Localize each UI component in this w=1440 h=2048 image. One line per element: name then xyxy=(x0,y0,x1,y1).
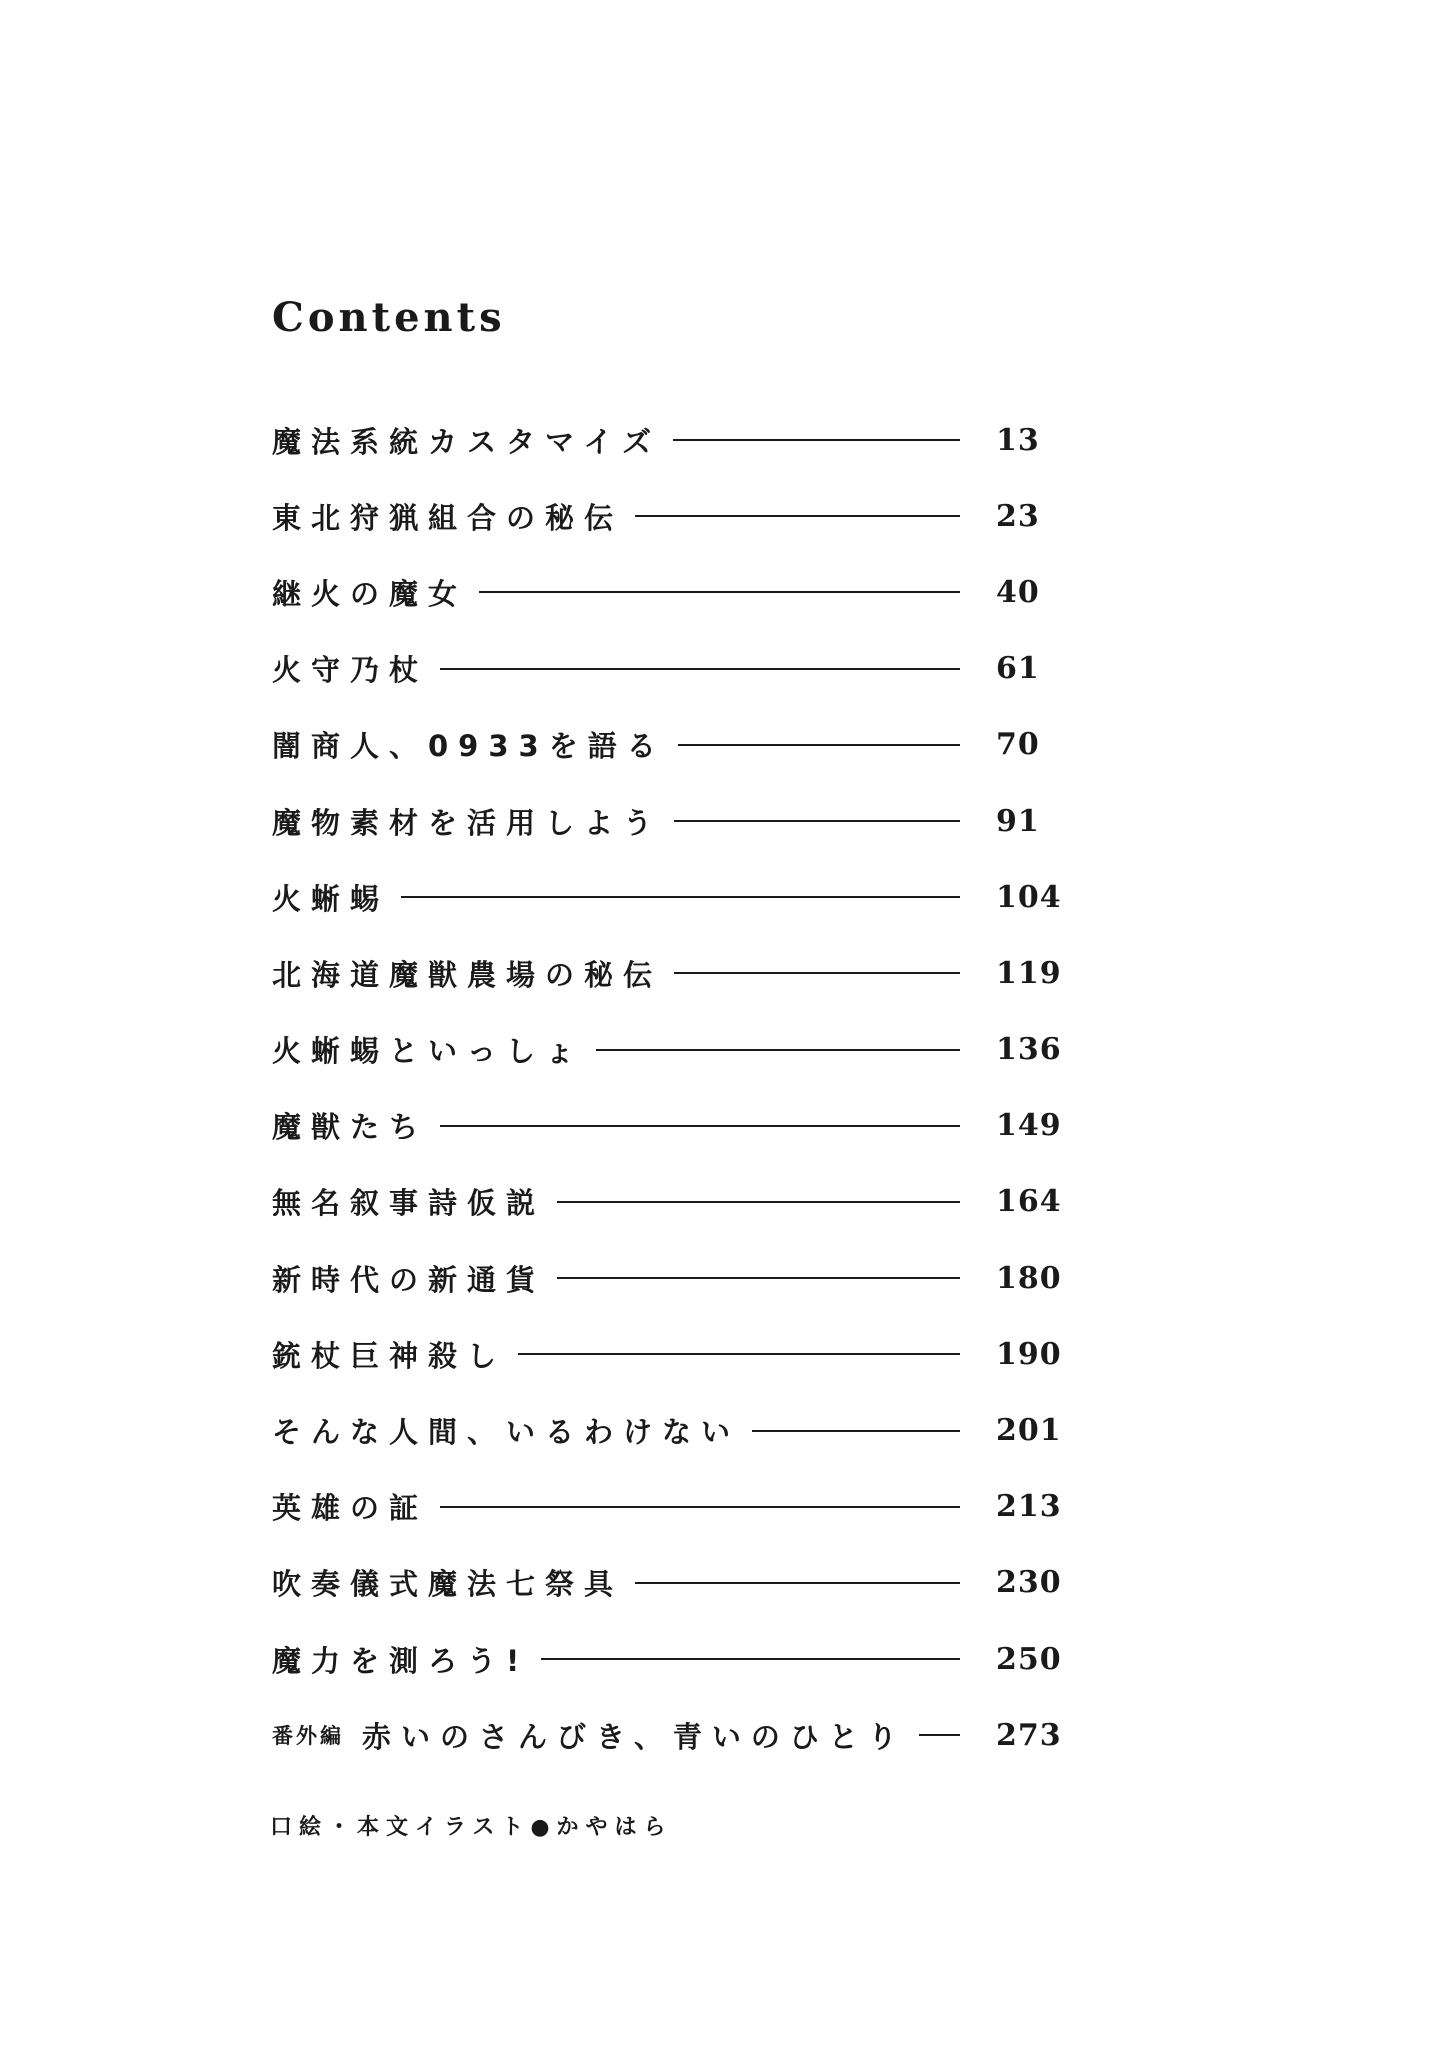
toc-page-number: 23 xyxy=(996,498,1040,534)
toc-page-number: 180 xyxy=(996,1260,1062,1296)
toc-entry-title: 銃杖巨神殺し xyxy=(272,1338,507,1373)
toc-entry-title: 新時代の新通貨 xyxy=(272,1262,546,1297)
toc-leader-line xyxy=(635,1582,960,1584)
toc-leader-line xyxy=(518,1353,960,1355)
contents-title: Contents xyxy=(272,294,506,341)
toc-page-number: 13 xyxy=(996,422,1040,458)
toc-page-number: 273 xyxy=(996,1717,1062,1753)
toc-leader-line xyxy=(440,1506,960,1508)
toc-page-number: 119 xyxy=(996,955,1062,991)
toc-entry xyxy=(272,1545,1062,1621)
toc-entry-title: 北海道魔獣農場の秘伝 xyxy=(272,957,663,992)
toc-entry xyxy=(272,1469,1062,1545)
toc-leader-line xyxy=(635,515,960,517)
toc-leader-line xyxy=(674,820,960,822)
toc-entry xyxy=(272,935,1062,1011)
toc-page-number: 213 xyxy=(996,1489,1062,1525)
toc-leader-line xyxy=(479,591,960,593)
toc-entry xyxy=(272,1164,1062,1240)
toc-leader-line xyxy=(541,1658,960,1660)
toc-entry xyxy=(272,707,1062,783)
toc-entry-title: 火守乃杖 xyxy=(272,653,429,688)
illustration-credit: 口絵・本文イラスト●かやはら xyxy=(270,1815,673,1840)
toc-page-number: 201 xyxy=(996,1413,1062,1449)
toc-entry xyxy=(272,402,1062,478)
toc-entry-prefix: 番外編 xyxy=(272,1723,344,1749)
toc-page-number: 70 xyxy=(996,727,1040,763)
toc-entry-title: 火蜥蜴 xyxy=(272,881,390,916)
toc-entry-title: 魔法系統カスタマイズ xyxy=(272,424,662,459)
toc-leader-line xyxy=(401,896,960,898)
toc-entry xyxy=(272,1012,1062,1088)
toc-entry-title: 東北狩猟組合の秘伝 xyxy=(272,500,624,535)
toc-leader-line xyxy=(919,1734,960,1736)
toc-entry xyxy=(272,783,1062,859)
toc-page-number: 104 xyxy=(996,879,1062,915)
toc-page-number: 40 xyxy=(996,574,1040,610)
toc-leader-line xyxy=(674,972,960,974)
toc-entry-title: そんな人間、いるわけない xyxy=(272,1415,741,1450)
toc-page-number: 91 xyxy=(996,803,1040,839)
toc-leader-line xyxy=(557,1277,960,1279)
toc-entry-title: 無名叙事詩仮説 xyxy=(272,1186,546,1221)
toc-leader-line xyxy=(440,1125,960,1127)
toc-page-number: 164 xyxy=(996,1184,1062,1220)
toc-leader-line xyxy=(678,744,960,746)
toc-page-number: 136 xyxy=(996,1032,1062,1068)
toc-entry xyxy=(272,554,1062,630)
toc-page-number: 190 xyxy=(996,1336,1062,1372)
toc-entry-title: 火蜥蜴といっしょ xyxy=(272,1034,585,1069)
toc-entry-title: 闇商人、0933を語る xyxy=(272,729,666,764)
toc-page-number: 250 xyxy=(996,1641,1062,1677)
toc-entry-title: 継火の魔女 xyxy=(272,576,468,611)
toc-leader-line xyxy=(752,1430,960,1432)
toc-entry xyxy=(272,1316,1062,1392)
toc-leader-line xyxy=(596,1049,960,1051)
toc-page-number: 61 xyxy=(996,651,1040,687)
toc-page-number: 149 xyxy=(996,1108,1062,1144)
toc-leader-line xyxy=(673,439,960,441)
toc-entry-title: 赤いのさんびき、青いのひとり xyxy=(362,1719,907,1754)
toc-entry xyxy=(272,631,1062,707)
toc-entry-title: 魔獣たち xyxy=(272,1110,429,1145)
toc-entry xyxy=(272,478,1062,554)
toc-entry xyxy=(272,1240,1062,1316)
toc-leader-line xyxy=(557,1201,960,1203)
toc-entry xyxy=(272,1697,1062,1773)
toc-entry xyxy=(272,1088,1062,1164)
toc-entry-title: 英雄の証 xyxy=(272,1491,429,1526)
table-of-contents xyxy=(272,402,1062,1773)
toc-entry xyxy=(272,1621,1062,1697)
toc-leader-line xyxy=(440,668,960,670)
toc-entry xyxy=(272,859,1062,935)
toc-entry-title: 魔力を測ろう! xyxy=(272,1643,530,1678)
toc-entry xyxy=(272,1392,1062,1468)
toc-page-number: 230 xyxy=(996,1565,1062,1601)
toc-entry-title: 魔物素材を活用しよう xyxy=(272,805,663,840)
toc-entry-title: 吹奏儀式魔法七祭具 xyxy=(272,1567,624,1602)
